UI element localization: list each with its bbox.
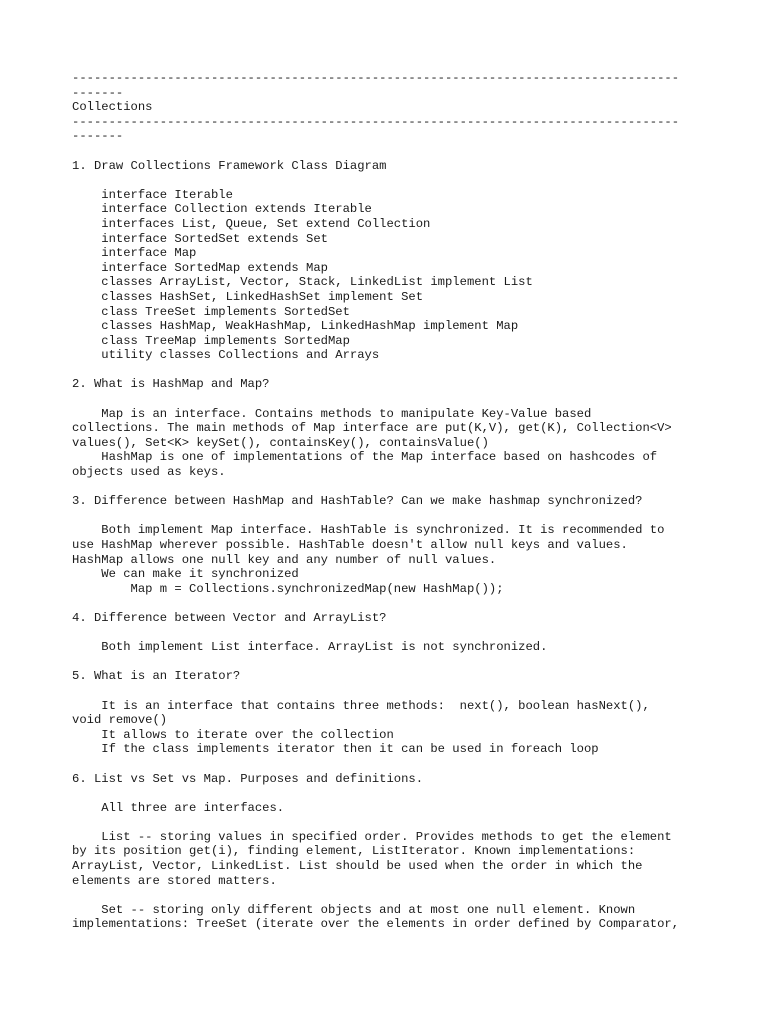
document-line: 6. List vs Set vs Map. Purposes and definitions. [72,771,424,786]
document-line: interface SortedMap extends Map [72,260,328,275]
document-line: Both implement Map interface. HashTable is synchronized. It is recommended to [72,523,665,538]
document-line [72,509,702,524]
document-line: Collections [72,100,153,115]
document-line [72,684,702,699]
document-line: interface Map [72,246,197,261]
document-line [72,363,702,378]
document-line: use HashMap wherever possible. HashTable doesn't allow null keys and values. [72,538,628,552]
document-line [72,480,702,495]
document-line: interface SortedSet extends Set [72,231,328,246]
document-line: If the class implements iterator then it can be used in foreach loop [72,742,599,757]
document-line [72,144,702,159]
document-line: by its position get(i), finding element, ListIterator. Known implementations: [72,844,636,859]
document-line [72,392,702,407]
document-line: classes ArrayList, Vector, Stack, LinkedList implement List [72,275,533,290]
document-line [72,757,702,772]
document-line: Map m = Collections.synchronizedMap(new HashMap()); [72,581,504,596]
document-line: ------- [72,129,124,144]
document-line: 4. Difference between Vector and ArrayList? [72,610,387,625]
document-line [72,815,702,830]
document-line: It is an interface that contains three methods: next(), boolean hasNext(), [72,698,650,713]
document-line: utility classes Collections and Arrays [72,348,380,363]
document-line: implementations: TreeSet (iterate over the elements in order defined by Comparator, [72,917,680,932]
document-line: List -- storing values in specified order. Provides methods to get the element [72,829,672,844]
document-line: collections. The main methods of Map interface are put(K,V), get(K), Collection<V> [72,421,672,436]
document-line: ----------------------------------------------------------------------------------- [72,114,680,129]
document-line [72,888,702,903]
document-line: classes HashMap, WeakHashMap, LinkedHashMap implement Map [72,319,519,334]
document-line: We can make it synchronized [72,567,299,582]
document-line: class TreeMap implements SortedMap [72,333,350,348]
document-line: 5. What is an Iterator? [72,669,241,684]
document-line: interfaces List, Queue, Set extend Collection [72,216,431,231]
document-line: interface Iterable [72,187,233,202]
document-line: It allows to iterate over the collection [72,727,394,742]
document-line: class TreeSet implements SortedSet [72,304,350,319]
document-line: ----------------------------------------------------------------------------------- [72,71,680,85]
document-line [72,626,702,641]
document-line: values(), Set<K> keySet(), containsKey(), containsValue() [72,435,489,450]
document-line [72,596,702,611]
document-line: classes HashSet, LinkedHashSet implement Set [72,289,424,304]
document-line [72,173,702,188]
document-line: elements are stored matters. [72,873,277,888]
document-line: 2. What is HashMap and Map? [72,377,270,392]
document-text [72,71,702,932]
document-line: objects used as keys. [72,465,226,480]
document-line: All three are interfaces. [72,800,285,815]
document-line: ArrayList, Vector, LinkedList. List should be used when the order in which the [72,859,643,874]
document-line: HashMap allows one null key and any number of null values. [72,552,497,567]
document-line: Both implement List interface. ArrayList is not synchronized. [72,640,548,655]
document-line [72,786,702,801]
document-line: 1. Draw Collections Framework Class Diagram [72,158,387,173]
document-line: void remove() [72,713,168,728]
document-line: ------- [72,85,124,100]
document-line: 3. Difference between HashMap and HashTable? Can we make hashmap synchronized? [72,494,643,509]
document-line: Set -- storing only different objects and at most one null element. Known [72,902,636,917]
document-line: interface Collection extends Iterable [72,202,372,217]
document-line: HashMap is one of implementations of the Map interface based on hashcodes of [72,450,658,465]
document-line: Map is an interface. Contains methods to manipulate Key-Value based [72,406,592,421]
document-line [72,655,702,670]
